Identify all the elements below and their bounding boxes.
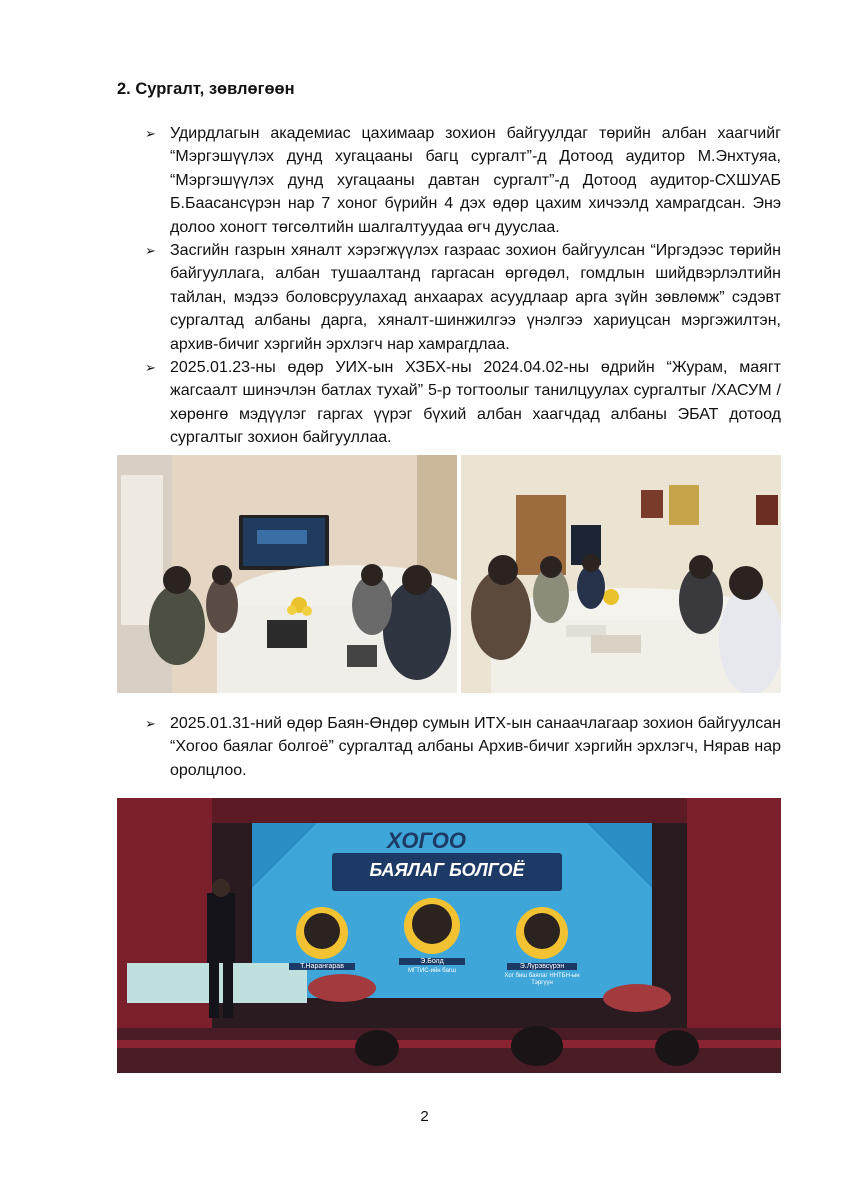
- section-heading: 2. Сургалт, зөвлөгөөн: [117, 80, 295, 98]
- list-item: [145, 239, 781, 356]
- list-item: [145, 122, 781, 239]
- banner-title-main: БАЯЛАГ БОЛГОЁ: [369, 860, 525, 880]
- bullet-text: Засгийн газрын хяналт хэрэгжүүлэх газраас зохион байгуулсан “Иргэдээс төрийн байгууллага, албан тушаалтанд гаргасан өргөдөл, гомдлын шийдвэрлэлтийн тайлан, мэдээ боловсруулахад анхаарах асуудлаар арга зүйн зөвлөмж” сэдэвт сургалтад албаны дарга, хяналт-шинжилгээ үнэлгээ хариуцсан мэргэжилтэн, архив-бичиг хэргийн эрхлэгч нар хамрагдлаа.: [170, 242, 781, 353]
- speaker-name: Э.Лүрэвсүрэн: [507, 963, 577, 970]
- banner-title-top: ХОГОО: [387, 828, 466, 853]
- list-item: [145, 356, 781, 450]
- bullet-list: [145, 122, 781, 450]
- meeting-photo-left: [117, 455, 457, 693]
- arrow-bullet-icon: ➢: [145, 126, 156, 141]
- stage-photo: [117, 798, 781, 1073]
- arrow-bullet-icon: ➢: [145, 716, 156, 731]
- bullet-list-2: [145, 712, 781, 782]
- bullet-text: Удирдлагын академиас цахимаар зохион байгуулдаг төрийн албан хаагчийг “Мэргэшүүлэх дунд хугацааны багц сургалт”-д Дотоод аудитор М.Энхтуяа, “Мэргэшүүлэх дунд хугацааны давтан сургалт”-д Дотоод аудитор-СХШУАБ Б.Баасансүрэн нар 7 хоног бүрийн 4 дэх өдөр цахим хичээлд хамрагдсан. Энэ долоо хоногт төгсөлтийн шалгалтуудаа өгч дууслаа.: [170, 125, 781, 236]
- page-number: 2: [420, 1108, 429, 1125]
- speaker-name: Э.Болд: [399, 958, 465, 965]
- speaker-name: Т.Нарангарав: [289, 963, 355, 970]
- speaker-role: МГТИС-ийн багш: [408, 968, 456, 974]
- bullet-text: 2025.01.31-ний өдөр Баян-Өндөр сумын ИТХ-ын санаачлагаар зохион байгуулсан “Хогоо баялаг болгоё” сургалтад албаны Архив-бичиг хэргийн эрхлэгч, Нярав нар оролцлоо.: [170, 715, 781, 779]
- list-item: [145, 712, 781, 782]
- bullet-text: 2025.01.23-ны өдөр УИХ-ын ХЗБХ-ны 2024.04.02-ны өдрийн “Журам, маягт жагсаалт шинэчлэн батлах тухай” 5-р тогтоолыг танилцуулах сургалтыг /ХАСУМ /хөрөнгө мэдүүлэг гаргах үүрэг бүхий албан хаагчдад албаны ЭБАТ дотоод сургалтыг зохион байгууллаа.: [170, 359, 781, 447]
- arrow-bullet-icon: ➢: [145, 243, 156, 259]
- arrow-bullet-icon: ➢: [145, 360, 156, 376]
- speaker-role: Хог биш баялаг ННТБН-ын Тэргүүн: [504, 973, 580, 986]
- meeting-photo-right: [461, 455, 781, 693]
